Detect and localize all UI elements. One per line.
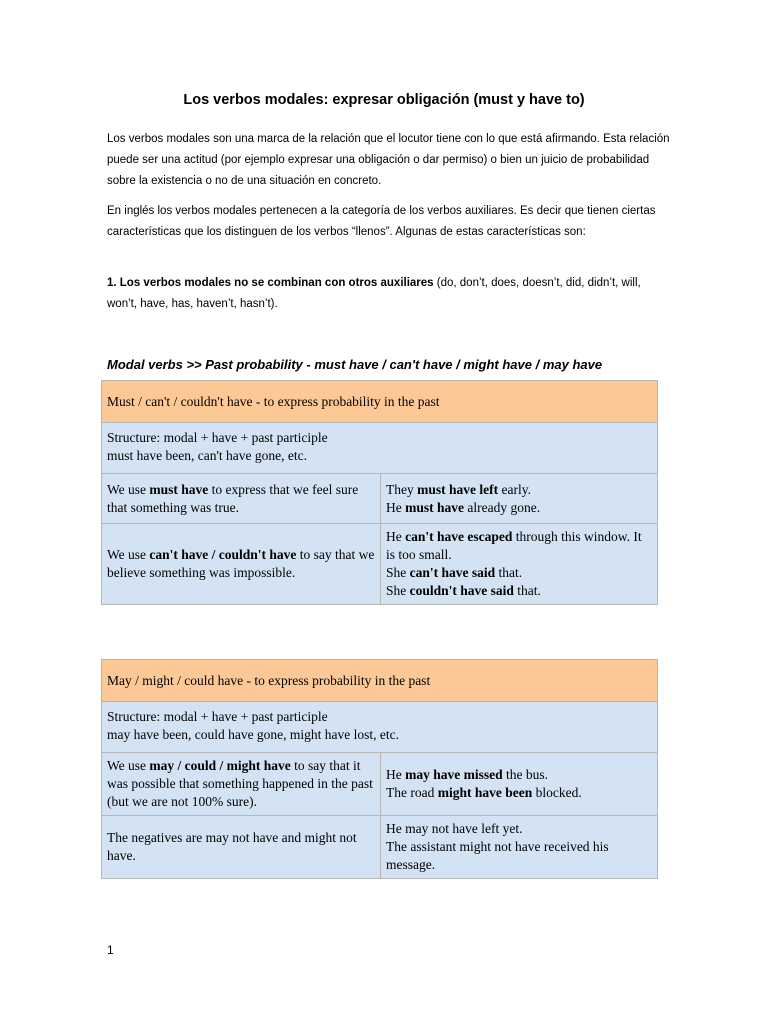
usage-cell: The negatives are may not have and might not have.: [102, 816, 381, 879]
example-sentence: She couldn't have said that.: [386, 583, 541, 598]
examples-cell: [381, 753, 658, 816]
example-sentence: He must have already gone.: [386, 499, 541, 515]
usage-text: to say that we believe something was impossible.: [107, 547, 375, 580]
characteristic-text: (do, don’t, does, doesn’t, did, didn’t, will, won’t, have, has, haven’t, hasn’t).: [107, 277, 641, 310]
usage-modal: can't have / couldn't have: [149, 547, 297, 562]
table-caption: Modal verbs >> Past probability - must have / can't have / might have / may have: [107, 357, 603, 372]
table-header: May / might / could have - to express probability in the past: [102, 660, 658, 702]
example-sentence: He may have missed the bus.: [386, 767, 548, 782]
example-sentence: The assistant might not have received his message.: [386, 839, 609, 872]
must-cant-table: [101, 380, 658, 605]
structure-formula: Structure: modal + have + past participle: [107, 430, 328, 445]
structure-examples: may have been, could have gone, might have lost, etc.: [107, 727, 400, 742]
example-sentence: She can't have said that.: [386, 565, 523, 580]
usage-text: We use: [107, 758, 150, 773]
characteristic-heading: 1. Los verbos modales no se combinan con otros auxiliares: [107, 277, 434, 289]
structure-cell: [102, 423, 658, 474]
usage-modal: must have: [149, 481, 209, 497]
structure-examples: must have been, can't have gone, etc.: [107, 448, 307, 463]
page-number: 1: [107, 943, 114, 957]
usage-text: We use: [107, 481, 150, 497]
usage-text: to express that we feel sure that something was true.: [107, 481, 359, 515]
usage-text: We use: [107, 547, 150, 562]
usage-cell: [102, 524, 381, 605]
usage-cell: [102, 753, 381, 816]
example-sentence: They must have left early.: [386, 481, 531, 497]
characteristic-paragraph: [107, 273, 672, 315]
may-might-table: [101, 659, 658, 879]
examples-cell: [381, 474, 658, 524]
usage-text: to say that it was possible that something happened in the past (but we are not 100% sure).: [107, 758, 373, 809]
example-sentence: The road might have been blocked.: [386, 785, 582, 800]
examples-cell: [381, 816, 658, 879]
examples-cell: [381, 524, 658, 605]
usage-cell: [102, 474, 381, 524]
structure-formula: Structure: modal + have + past participle: [107, 709, 328, 724]
structure-cell: [102, 702, 658, 753]
intro-paragraph: Los verbos modales son una marca de la relación que el locutor tiene con lo que está afirmando. Esta relación puede ser una actitud (por ejemplo expresar una obligación o dar permiso) o bien un juicio de probabilidad sobre la existencia o no de una situación en concreto.: [107, 133, 670, 187]
page-title: Los verbos modales: expresar obligación (must y have to): [183, 92, 585, 108]
usage-modal: may / could / might have: [149, 758, 291, 773]
table-header: Must / can't / couldn't have - to express probability in the past: [102, 381, 658, 423]
auxiliary-paragraph: En inglés los verbos modales pertenecen a la categoría de los verbos auxiliares. Es decir que tienen ciertas características que los distinguen de los verbos “llenos”. Algunas de estas características son:: [107, 205, 656, 238]
example-sentence: He may not have left yet.: [386, 821, 523, 836]
example-sentence: He can't have escaped through this window. It is too small.: [386, 529, 642, 562]
